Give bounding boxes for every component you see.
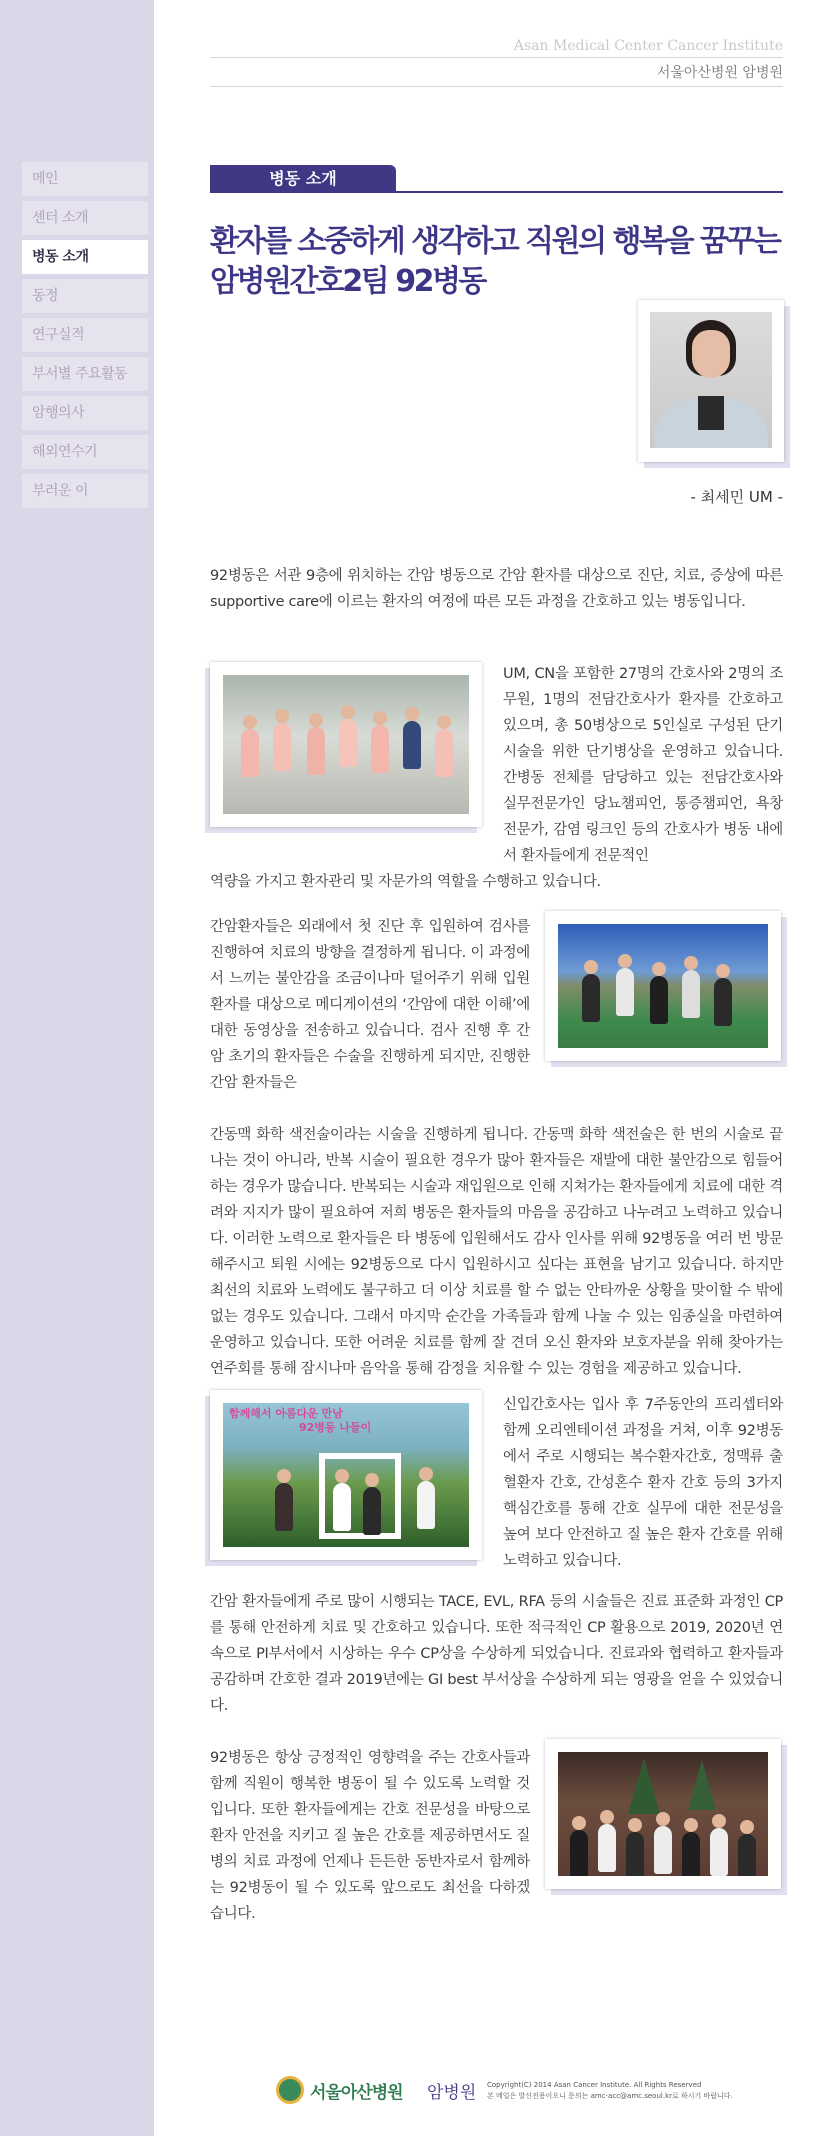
sidebar-item-overseas-training[interactable]: 해외연수기 bbox=[22, 435, 148, 469]
photo1-person bbox=[275, 709, 289, 723]
footer-brand-name: 서울아산병원 bbox=[310, 2083, 403, 2103]
photo1-person bbox=[273, 723, 291, 771]
photo4-tree bbox=[688, 1760, 716, 1810]
header-divider-top bbox=[210, 57, 783, 58]
portrait-caption: - 최세민 UM - bbox=[690, 488, 783, 506]
photo4-person bbox=[710, 1828, 728, 1876]
footer-contact-line: 본 메일은 발신전용이오니 문의는 amc-acc@amc.seoul.kr로 하시기 바랍니다. bbox=[487, 2092, 733, 2100]
paragraph-staff-continued: 역량을 가지고 환자관리 및 자문가의 역할을 수행하고 있습니다. bbox=[210, 874, 601, 890]
photo2-person bbox=[582, 974, 600, 1022]
sidebar-nav bbox=[22, 162, 148, 513]
photo4-person bbox=[712, 1814, 726, 1828]
photo1-person bbox=[435, 729, 453, 777]
photo3-banner-line2: 92병동 나들이 bbox=[299, 1421, 372, 1434]
photo4-person bbox=[684, 1818, 698, 1832]
photo4-person bbox=[682, 1832, 700, 1876]
paragraph-cp-awards: 간암 환자들에게 주로 많이 시행되는 TACE, EVL, RFA 등의 시술들은 진료 표준화 과정인 CP를 통해 안전하게 치료 및 간호하고 있습니다. 또한 적극적인 CP 활용으로 2019, 2020년 연속으로 PI부서에서 시상하는 우수 CP상을 수상하게 되었습니다. 진료과와 협력하고 환자들과 공감하며 간호한 결과 2019년에는 GI best 부서상을 수상하게 되는 영광을 얻을 수 있었습니다. bbox=[210, 1594, 783, 1714]
photo1-person bbox=[243, 715, 257, 729]
photo-ward-outing bbox=[223, 1403, 469, 1547]
photo1-person bbox=[339, 719, 357, 767]
sidebar-item-envied-person[interactable]: 부러운 이 bbox=[22, 474, 148, 508]
portrait-photo bbox=[650, 312, 772, 448]
header-divider-bottom bbox=[210, 86, 783, 87]
sidebar-item-news[interactable]: 동정 bbox=[22, 279, 148, 313]
footer-copyright-line: Copyright(C) 2014 Asan Cancer Institute. All Rights Reserved bbox=[487, 2081, 702, 2089]
photo4-person bbox=[656, 1812, 670, 1826]
sidebar-item-center-intro[interactable]: 센터 소개 bbox=[22, 201, 148, 235]
photo2-person bbox=[682, 970, 700, 1018]
photo3-person bbox=[335, 1469, 349, 1483]
photo-sports-day bbox=[558, 924, 768, 1048]
photo3-banner bbox=[229, 1407, 371, 1435]
hospital-logo-icon bbox=[276, 2076, 304, 2104]
paragraph-patients-continued: 간동맥 화학 색전술이라는 시술을 진행하게 됩니다. 간동맥 화학 색전술은 한 번의 시술로 끝나는 것이 아니라, 반복 시술이 필요한 경우가 많아 환자들은 재발에 대한 불안감으로 힘들어 하는 경우가 많습니다. 반복되는 시술과 재입원으로 인해 지쳐가는 환자들에게 치료에 대한 격려와 지지가 많이 필요하여 저희 병동은 환자들의 마음을 공감하고 나누려고 노력하고 있습니다. 이러한 노력으로 환자들은 타 병동에 입원해서도 감사 인사를 위해 92병동을 여러 번 방문해주시고 퇴원 시에는 92병동으로 다시 입원하시고 싶다는 표현을 남기고 있습니다. 하지만 최선의 치료와 노력에도 불구하고 더 이상 치료를 할 수 없는 안타까운 상황을 맞이할 수 밖에 없는 경우도 있습니다. 그래서 마지막 순간을 가족들과 함께 나눌 수 있는 임종실을 마련하여 운영하고 있습니다. 또한 어려운 치료를 함께 잘 견뎌 오신 환자와 보호자분을 위해 찾아가는 연주회를 통해 잠시나마 음악을 통해 감정을 치유할 수 있는 경험을 제공하고 있습니다. bbox=[210, 1127, 783, 1377]
photo2-frame bbox=[545, 911, 781, 1061]
photo1-person bbox=[309, 713, 323, 727]
photo-nurses-group bbox=[223, 675, 469, 814]
header-english-name: Asan Medical Center Cancer Institute bbox=[513, 38, 783, 54]
page-title bbox=[210, 222, 790, 302]
photo1-person bbox=[405, 707, 419, 721]
photo3-banner-line1: 함께해서 아름다운 만남 bbox=[229, 1407, 343, 1420]
photo4-tree bbox=[628, 1758, 660, 1814]
photo1-person bbox=[307, 727, 325, 775]
photo1-frame bbox=[210, 662, 482, 827]
section-underline bbox=[210, 191, 783, 193]
photo4-person bbox=[570, 1830, 588, 1876]
header-korean-name: 서울아산병원 암병원 bbox=[656, 65, 783, 81]
photo3-person bbox=[277, 1469, 291, 1483]
portrait-shirt bbox=[698, 396, 724, 430]
photo2-person bbox=[618, 954, 632, 968]
sidebar-item-cancer-doctor[interactable]: 암행의사 bbox=[22, 396, 148, 430]
sidebar-item-ward-intro[interactable]: 병동 소개 bbox=[22, 240, 148, 274]
photo3-person bbox=[333, 1483, 351, 1531]
page-title-line2: 암병원간호2팀 92병동 bbox=[210, 264, 485, 299]
photo4-person bbox=[600, 1810, 614, 1824]
sidebar-item-department-activities[interactable]: 부서별 주요활동 bbox=[22, 357, 148, 391]
photo4-frame bbox=[545, 1739, 781, 1889]
photo3-frame bbox=[210, 1390, 482, 1560]
photo4-person bbox=[598, 1824, 616, 1872]
photo1-person bbox=[371, 725, 389, 773]
photo2-person bbox=[716, 964, 730, 978]
paragraph-patients-side: 간암환자들은 외래에서 첫 진단 후 입원하여 검사를 진행하여 치료의 방향을 결정하게 됩니다. 이 과정에서 느끼는 불안감을 조금이나마 덜어주기 위해 입원환자를 대상으로 메디게이션의 ‘간암에 대한 이해’에 대한 동영상을 전송하고 있습니다. 검사 진행 후 간암 초기의 환자들은 수술을 진행하게 되지만, 진행한 간암 환자들은 bbox=[210, 919, 530, 1091]
paragraph-closing: 92병동은 항상 긍정적인 영향력을 주는 간호사들과 함께 직원이 행복한 병동이 될 수 있도록 노력할 것 입니다. 또한 환자들에게는 간호 전문성을 바탕으로 환자 안전을 지키고 질 높은 간호를 제공하면서도 질병의 치료 과정에 언제나 든든한 동반자로서 함께하는 92병동이 될 수 있도록 앞으로도 최선을 다하겠습니다. bbox=[210, 1750, 530, 1922]
page-title-line1: 환자를 소중하게 생각하고 직원의 행복을 꿈꾸는 bbox=[210, 224, 780, 259]
paragraph-staff-side: UM, CN을 포함한 27명의 간호사와 2명의 조무원, 1명의 전담간호사가 환자를 간호하고 있으며, 총 50병상으로 5인실로 구성된 단기 시술을 위한 단기병상을 운영하고 있습니다. 간병동 전체를 담당하고 있는 전담간호사와 실무전문가인 당뇨챔피언, 통증챔피언, 욕창 전문가, 감염 링크인 등의 간호사가 병동 내에서 환자들에게 전문적인 bbox=[503, 666, 783, 864]
photo4-person bbox=[626, 1832, 644, 1876]
sidebar bbox=[0, 0, 154, 2136]
photo2-person bbox=[650, 976, 668, 1024]
photo3-person bbox=[419, 1467, 433, 1481]
photo2-person bbox=[714, 978, 732, 1026]
photo4-person bbox=[572, 1816, 586, 1830]
portrait-photo-frame bbox=[638, 300, 784, 462]
photo4-person bbox=[628, 1818, 642, 1832]
paragraph-intro: 92병동은 서관 9층에 위치하는 간암 병동으로 간암 환자를 대상으로 진단, 치료, 증상에 따른 supportive care에 이르는 환자의 여정에 따른 모든 과정을 간호하고 있는 병동입니다. bbox=[210, 568, 783, 610]
photo1-person bbox=[241, 729, 259, 777]
photo-indoor-group bbox=[558, 1752, 768, 1876]
photo1-person bbox=[341, 705, 355, 719]
photo1-person bbox=[437, 715, 451, 729]
photo1-person bbox=[403, 721, 421, 769]
photo3-person bbox=[365, 1473, 379, 1487]
photo2-person bbox=[616, 968, 634, 1016]
section-label: 병동 소개 bbox=[210, 165, 396, 193]
photo1-person bbox=[373, 711, 387, 725]
photo3-person bbox=[417, 1481, 435, 1529]
photo3-person bbox=[275, 1483, 293, 1531]
sidebar-item-research[interactable]: 연구실적 bbox=[22, 318, 148, 352]
photo2-person bbox=[584, 960, 598, 974]
photo4-person bbox=[740, 1820, 754, 1834]
footer-copyright bbox=[487, 2080, 733, 2102]
footer-brand-sub: 암병원 bbox=[427, 2083, 477, 2103]
photo4-person bbox=[738, 1834, 756, 1876]
sidebar-item-main[interactable]: 메인 bbox=[22, 162, 148, 196]
photo3-person bbox=[363, 1487, 381, 1535]
photo2-person bbox=[652, 962, 666, 976]
photo-frame-prop bbox=[319, 1453, 401, 1539]
portrait-face bbox=[692, 330, 730, 378]
paragraph-new-nurses: 신입간호사는 입사 후 7주동안의 프리셉터와 함께 오리엔테이션 과정을 거쳐, 이후 92병동에서 주로 시행되는 복수환자간호, 정맥류 출혈환자 간호, 간성혼수 환자 간호 등의 3가지 핵심간호를 통해 간호 실무에 대한 전문성을 높여 보다 안전하고 질 높은 환자 간호를 위해 노력하고 있습니다. bbox=[503, 1397, 783, 1569]
photo4-person bbox=[654, 1826, 672, 1874]
photo2-person bbox=[684, 956, 698, 970]
